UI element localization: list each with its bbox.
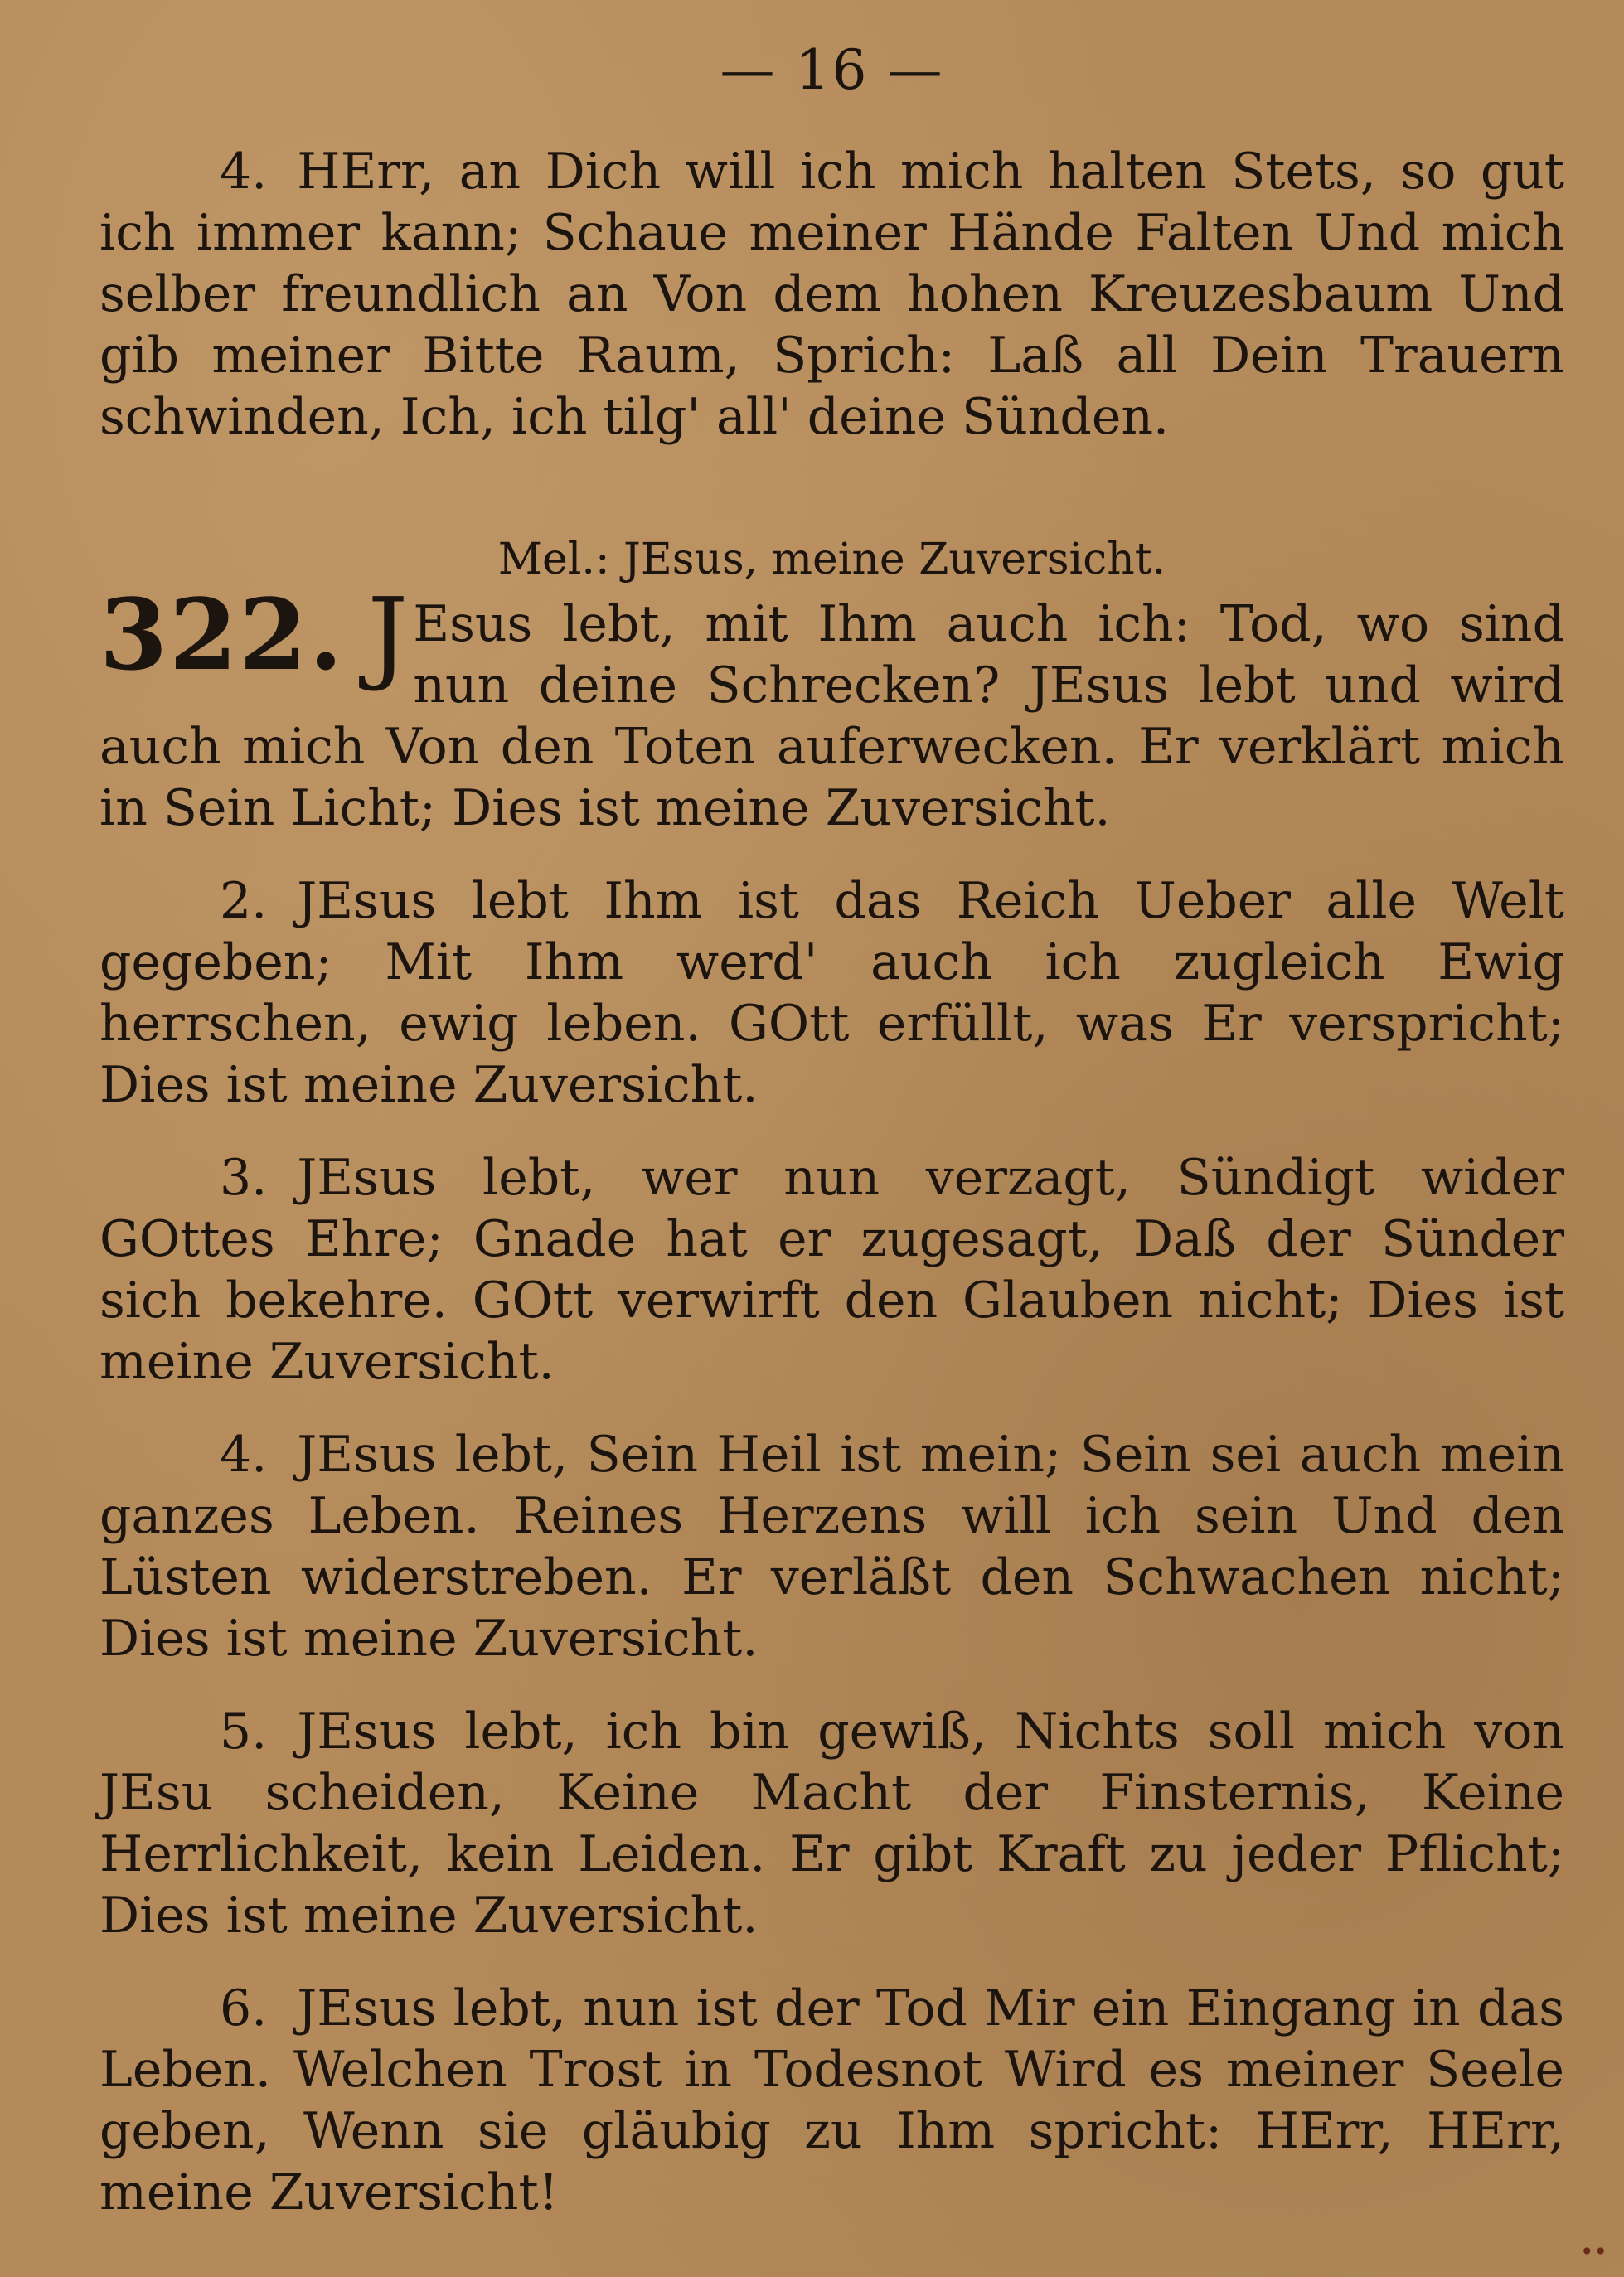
stanza-text: HErr, an Dich will ich mich halten Stets, so gut ich immer kann; Schaue meiner Hände Falten Und mich selber freundlich an Von dem hohen Kreuzesbaum Und gib meiner Bitte Raum, Sprich: Laß all Dein Trauern schwinden, Ich, ich tilg' all' deine Sünden.	[99, 143, 1564, 446]
melody-line: Mel.: JEsus, meine Zuversicht.	[497, 535, 1166, 584]
stanza-text: Esus lebt, mit Ihm auch ich: Tod, wo sind nun deine Schrecken? JEsus lebt und wird auch mich Von den Toten auferwecken. Er verklärt mich in Sein Licht; Dies ist meine Zuversicht.	[99, 595, 1564, 837]
hymn-322-stanza-6	[99, 1978, 1564, 2223]
hymn-322-stanza-2	[99, 870, 1564, 1116]
stanza-number: 5.	[220, 1703, 268, 1761]
stanza-text: JEsus lebt Ihm ist das Reich Ueber alle Welt gegeben; Mit Ihm werd' auch ich zugleich Ewig herrschen, ewig leben. GOtt erfüllt, was Er verspricht; Dies ist meine Zuversicht.	[99, 872, 1564, 1114]
stanza-text: JEsus lebt, nun ist der Tod Mir ein Eingang in das Leben. Welchen Trost in Todesnot Wird es meiner Seele geben, Wenn sie gläubig zu Ihm spricht: HErr, HErr, meine Zuversicht!	[99, 1979, 1564, 2221]
hymn-322-stanza-1	[99, 576, 1564, 839]
page-number: — 16 —	[720, 38, 944, 102]
stanza-text: JEsus lebt, wer nun verzagt, Sündigt wider GOttes Ehre; Gnade hat er zugesagt, Daß der Sünder sich bekehre. GOtt verwirft den Glauben nicht; Dies ist meine Zuversicht.	[99, 1149, 1564, 1391]
ink-spot-decoration: ••	[1579, 2238, 1607, 2265]
drop-cap-initial: J	[367, 576, 409, 694]
hymn-number: 322.	[99, 577, 345, 692]
stanza-number: 4.	[220, 1426, 268, 1484]
stanza-number: 6.	[220, 1979, 268, 2037]
hymn-322-stanza-5	[99, 1701, 1564, 1946]
stanza-number: 2.	[220, 872, 268, 930]
hymn-322-stanza-4	[99, 1424, 1564, 1669]
hymn-322-stanza-3	[99, 1147, 1564, 1393]
stanza-text: JEsus lebt, Sein Heil ist mein; Sein sei auch mein ganzes Leben. Reines Herzens will ich sein Und den Lüsten widerstreben. Er verläßt den Schwachen nicht; Dies ist meine Zuversicht.	[99, 1426, 1564, 1668]
stanza-text: JEsus lebt, ich bin gewiß, Nichts soll mich von JEsu scheiden, Keine Macht der Finsternis, Keine Herrlichkeit, kein Leiden. Er gibt Kraft zu jeder Pflicht; Dies ist meine Zuversicht.	[99, 1703, 1564, 1945]
stanza-number: 3.	[220, 1149, 268, 1207]
stanza-prev-4	[99, 141, 1564, 448]
stanza-number: 4.	[220, 143, 268, 201]
